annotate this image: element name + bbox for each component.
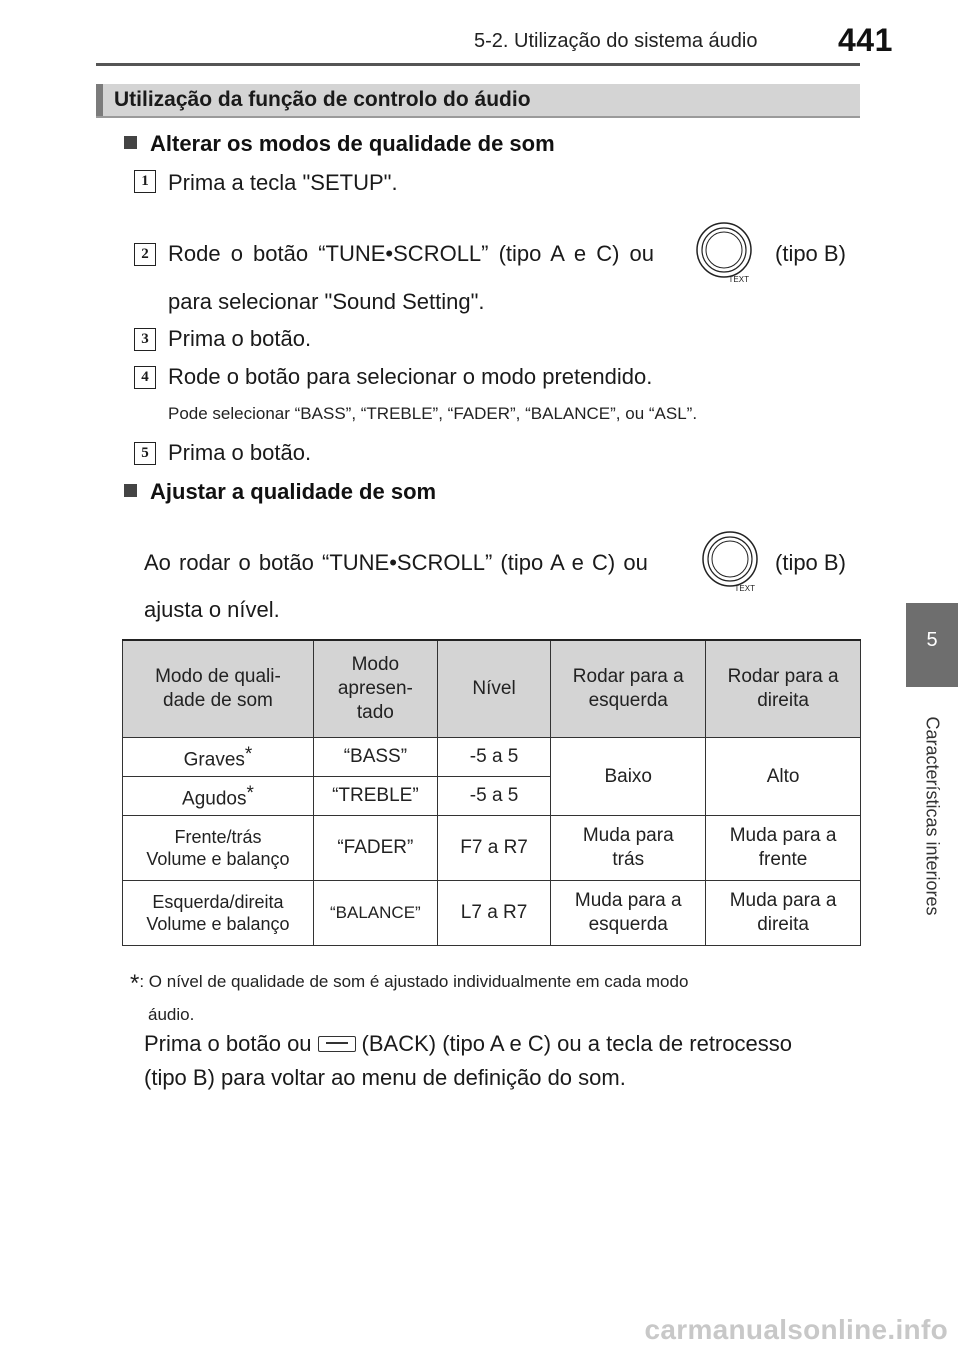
running-header-section: 5-2. Utilização do sistema áudio <box>474 30 758 52</box>
table-row <box>123 881 861 946</box>
table-cell: Baixo <box>551 738 706 816</box>
table-header-cell: Rodar para a esquerda <box>551 640 706 738</box>
step-number-badge: 4 <box>134 366 156 389</box>
table-cell: Muda para trás <box>551 816 706 881</box>
table-cell: Graves* <box>123 738 314 777</box>
body-text: ajusta o nível. <box>144 597 280 622</box>
table-footnote <box>130 966 860 1028</box>
section-title: Utilização da função de controlo do áudio <box>114 88 531 111</box>
chapter-tab-title <box>906 696 958 936</box>
page-number: 441 <box>838 22 893 58</box>
table-cell: Alto <box>706 738 861 816</box>
step-text: Prima o botão. <box>168 326 312 351</box>
step-number-badge: 5 <box>134 442 156 465</box>
table-cell: “TREBLE” <box>313 777 437 816</box>
step-text: Rode o botão “TUNE•SCROLL” (tipo A e C) ou <box>168 241 655 266</box>
table-cell: “FADER” <box>313 816 437 881</box>
footnote-star: * <box>244 744 253 766</box>
table-cell: “BALANCE” <box>313 881 437 946</box>
knob-text-label: TEXT <box>728 275 749 284</box>
header-rule <box>96 63 860 66</box>
square-bullet-icon <box>124 484 137 497</box>
table-header-cell: Modo apresen- tado <box>313 640 437 738</box>
back-key-icon <box>318 1036 356 1052</box>
knob-text-label: TEXT <box>734 584 755 593</box>
footnote-star: * <box>130 970 140 997</box>
subsection-heading-text: Ajustar a qualidade de som <box>150 479 437 504</box>
chapter-tab-number: 5 <box>906 603 958 687</box>
table-cell: Esquerda/direita Volume e balanço <box>123 881 314 946</box>
watermark: carmanualsonline.info <box>644 1314 948 1345</box>
table-cell: Muda para a frente <box>706 816 861 881</box>
subsection-heading-text: Alterar os modos de qualidade de som <box>150 131 555 156</box>
table-row <box>123 738 861 777</box>
table-header-cell: Modo de quali- dade de som <box>123 640 314 738</box>
subsection-heading-change-modes <box>124 131 555 157</box>
body-text: Ao rodar o botão “TUNE•SCROLL” (tipo A e C) ou <box>144 550 648 575</box>
step-note: Pode selecionar “BASS”, “TREBLE”, “FADER”, “BALANCE”, ou “ASL”. <box>168 404 698 423</box>
step-text: (tipo B) <box>775 241 846 266</box>
step-number-badge: 2 <box>134 243 156 266</box>
body-text: (tipo B) <box>775 550 846 575</box>
footnote-text-continued: áudio. <box>148 1005 195 1024</box>
step-text: Rode o botão para selecionar o modo pretendido. <box>168 364 653 389</box>
body-text: (tipo B) para voltar ao menu de definição do som. <box>144 1065 626 1091</box>
step-text: Prima a tecla "SETUP". <box>168 170 398 195</box>
table-cell: -5 a 5 <box>437 777 551 816</box>
tune-scroll-knob-icon <box>699 531 761 593</box>
square-bullet-icon <box>124 136 137 149</box>
table-cell: Frente/trás Volume e balanço <box>123 816 314 881</box>
subsection-heading-adjust-quality <box>124 479 436 505</box>
tune-scroll-knob-icon <box>693 222 755 284</box>
step-number-badge: 3 <box>134 328 156 351</box>
step-text: para selecionar "Sound Setting". <box>168 289 485 314</box>
table-cell: -5 a 5 <box>437 738 551 777</box>
step-number-badge: 1 <box>134 170 156 193</box>
chapter-tab-title-text: Características interiores <box>922 716 943 916</box>
table-cell: Muda para a direita <box>706 881 861 946</box>
footnote-text: : O nível de qualidade de som é ajustado individualmente em cada modo <box>139 972 689 991</box>
section-title-bar <box>96 84 860 118</box>
body-text: (BACK) (tipo A e C) ou a tecla de retrocesso <box>361 1031 792 1056</box>
table-cell: Muda para a esquerda <box>551 881 706 946</box>
step-text: Prima o botão. <box>168 440 312 465</box>
table-cell: Agudos* <box>123 777 314 816</box>
table-cell: “BASS” <box>313 738 437 777</box>
table-cell: F7 a R7 <box>437 816 551 881</box>
table-row <box>123 816 861 881</box>
sound-quality-table <box>122 639 861 946</box>
section-bar-accent <box>96 84 103 116</box>
body-text: Prima o botão ou <box>144 1031 312 1056</box>
table-header-cell: Rodar para a direita <box>706 640 861 738</box>
final-paragraph <box>144 1027 860 1095</box>
footnote-star: * <box>246 783 254 805</box>
table-cell: L7 a R7 <box>437 881 551 946</box>
table-header-cell: Nível <box>437 640 551 738</box>
